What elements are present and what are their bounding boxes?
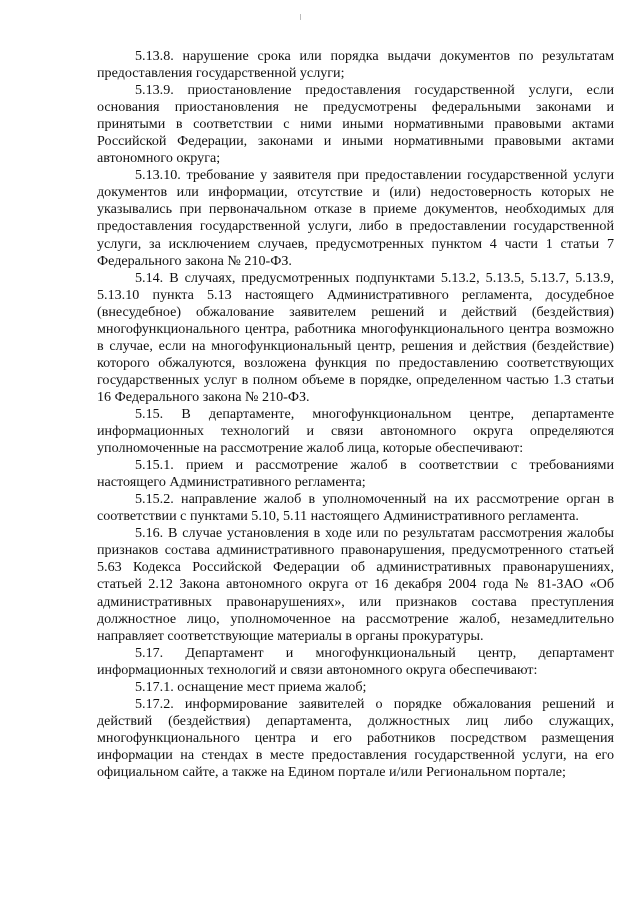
paragraph-5-15-1: 5.15.1. прием и рассмотрение жалоб в соответствии с требованиями настоящего Административного регламента; [97, 457, 614, 491]
paragraph-5-15: 5.15. В департаменте, многофункциональном центре, департаменте информационных технологий и связи автономного округа определяются уполномоченные на рассмотрение жалоб лица, которые обеспечивают: [97, 405, 614, 457]
paragraph-5-16: 5.16. В случае установления в ходе или по результатам рассмотрения жалобы признаков состава административного правонарушения, предусмотренного статьей 5.63 Кодекса Российской Федерации об административных правонарушениях, статьей 2.12 Закона автономного округа от 16 декабря 2004 года № 81-ЗАО «Об административных правонарушениях», или признаков состава преступления должностное лицо, уполномоченное на рассмотрение жалоб, незамедлительно направляет соответствующие материалы в органы прокуратуры. [97, 525, 614, 644]
paragraph-5-17-2: 5.17.2. информирование заявителей о порядке обжалования решений и действий (бездействия) департамента, должностных лиц либо служащих, многофункционального центра и его работников посредством размещения информации на стендах в месте предоставления государственной услуги, на его официальном сайте, а также на Едином портале и/или Региональном портале; [97, 695, 614, 780]
document-body [97, 48, 614, 781]
scan-artifact [300, 14, 301, 20]
paragraph-5-13-9: 5.13.9. приостановление предоставления государственной услуги, если основания приостановления не предусмотрены федеральными законами и принятыми в соответствии с ними иными нормативными правовыми актами Российской Федерации, законами и иными нормативными правовыми актами автономного округа; [97, 82, 614, 167]
paragraph-5-15-2: 5.15.2. направление жалоб в уполномоченный на их рассмотрение орган в соответствии с пунктами 5.10, 5.11 настоящего Административного регламента. [97, 491, 614, 525]
paragraph-5-17: 5.17. Департамент и многофункциональный центр, департамент информационных технологий и связи автономного округа обеспечивают: [97, 644, 614, 678]
paragraph-5-13-10: 5.13.10. требование у заявителя при предоставлении государственной услуги документов или информации, отсутствие и (или) недостоверность которых не указывались при первоначальном отказе в приеме документов, необходимых для предоставления государственной услуги, либо в предоставлении государственной услуги, за исключением случаев, предусмотренных пунктом 4 части 1 статьи 7 Федерального закона № 210-ФЗ. [97, 167, 614, 269]
paragraph-5-14: 5.14. В случаях, предусмотренных подпунктами 5.13.2, 5.13.5, 5.13.7, 5.13.9, 5.13.10 пункта 5.13 настоящего Административного регламента, досудебное (внесудебное) обжалование заявителем решений и действий (бездействия) многофункционального центра, работника многофункционального центра возможно в случае, если на многофункциональный центр, решения и действия (бездействие) которого обжалуются, возложена функция по предоставлению соответствующих государственных услуг в полном объеме в порядке, определенном частью 1.3 статьи 16 Федерального закона № 210-ФЗ. [97, 269, 614, 405]
paragraph-5-17-1: 5.17.1. оснащение мест приема жалоб; [135, 678, 367, 695]
paragraph-5-13-8: 5.13.8. нарушение срока или порядка выдачи документов по результатам предоставления государственной услуги; [97, 48, 614, 82]
